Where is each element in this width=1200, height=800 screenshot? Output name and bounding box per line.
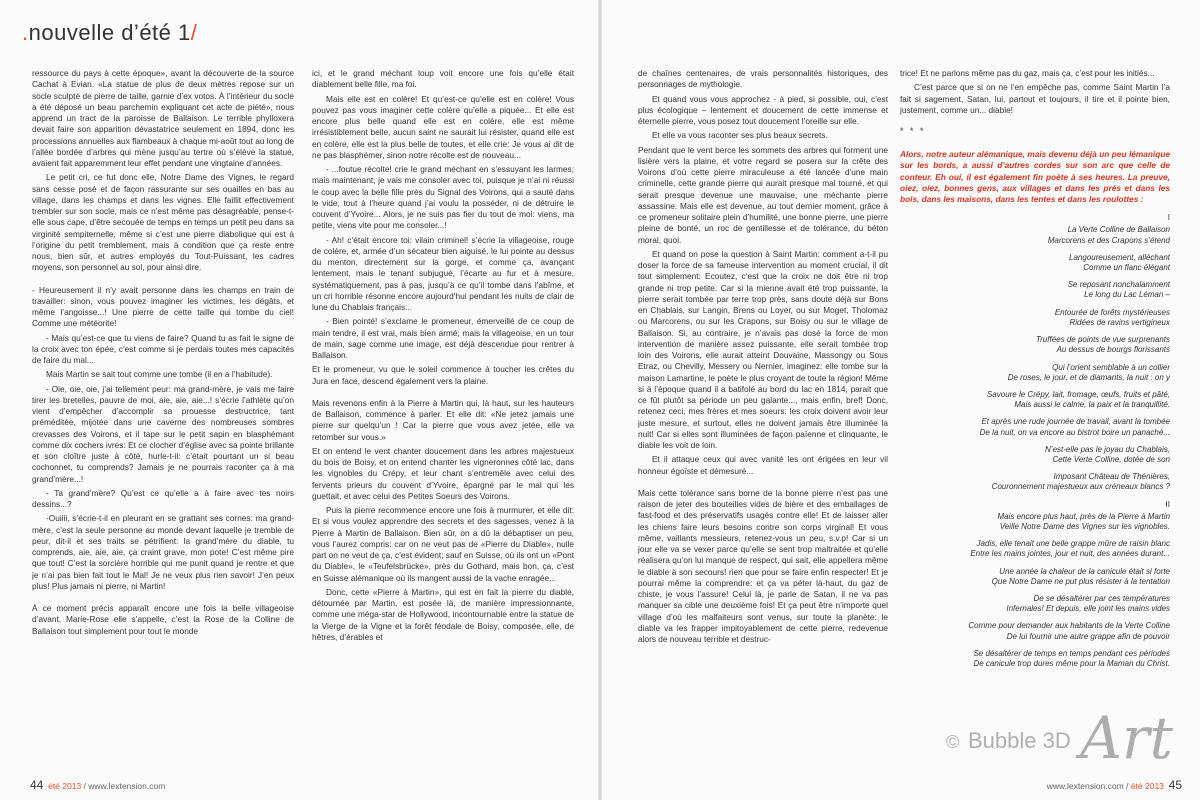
issue-label-right: été 2013 bbox=[1130, 781, 1164, 791]
section-title bbox=[22, 20, 197, 46]
paragraph: Le petit cri, ce fut donc elle, Notre Dame des Vignes, le regard sans cesse posé et de façon rassurante sur ses ouailles en bas au village, dans les champs et dans les vignes. Elle faillit effectivement trembler sur son socle, mais ce n’est même pas désagréable, pense-t-elle sous cape, d’être secouée de temps en temps un petit peu dans sa virginité sempiternelle, même si c’est une pierre diabolique qui est à l’origine du petit tremblement, mais à condition que ça reste entre nous, bien sûr, et autres employés du Tout-Puissant, les cadres moyens, son personnel au sol, pour ainsi dire. bbox=[32, 172, 294, 273]
paragraph: - Ah! c’était encore toi: vilain criminel! s’écrie la villageoise, rouge de colère, et, armée d’un sécateur bien aiguisé, le lui pointe au dessus du menton, directement sur la gorge, et comme ça, avançant lentement, mais le tenant subjugué, l’écarte au fur et à mesure, systématiquement, pas à pas, jusqu’à ce qu’il tombe dans l’abîme, et un cri horrible résonne encore aujourd’hui pendant les nuits de clair de lune du Chablais français... bbox=[312, 234, 574, 312]
copyright-symbol: © bbox=[946, 732, 960, 752]
issue-label-left: été 2013 bbox=[48, 781, 82, 791]
poem-line: Et après une rude journée de travail, avant la tombée bbox=[981, 417, 1170, 427]
poem-line: Couronnement majestueux aux créneaux blancs ? bbox=[991, 482, 1170, 492]
poem-line: Mais aussi le calme, la paix et la tranquillité. bbox=[1014, 400, 1170, 410]
poem-line: Ridées de ravins vertigineux bbox=[1069, 317, 1170, 327]
paragraph: -Ouiiii, s’écrie-t-il en pleurant en se grattant ses cornes: ma grand-mère, c’est la seule personne au monde devant laquelle je tremble de peur, dit-il et ses traits se pétrifient: la grand’mère du diable, tu comprends, aie, aie, aie, ça craint grave, mon pote! C’est même pire que tout! C’est la sorcière horrible qui me punit quand je rentre et que je n’ai pas bien fait tout le Mal! Je ne veux plus rien savoir! J’en peux plus! Plus jamais ni pierre, ni Martin! bbox=[32, 513, 294, 591]
poem bbox=[900, 213, 1170, 669]
site-link-left[interactable]: www.lextension.com bbox=[88, 781, 166, 791]
paragraph: Puis la pierre recommence encore une fois à murmurer, et elle dit: Et si vous voulez apprendre des secrets et des sagesses, venez à la Pierre à Martin de Ballaison. Bien sûr, on a dû la débaptiser un peu, vous l’aurez compris: car on ne veut pas de «Pierre du Diable», nulle part on ne veut de ça, c’est évident; sauf en Suisse, où ils ont un «Pont du Diable», le «Teufelsbrücke», près du Gothard, mais bon, ça, c’est en Suisse alémanique où ils mangent aussi de la vache enragée... bbox=[312, 505, 574, 583]
poem-stanza bbox=[900, 649, 1170, 669]
paragraph: Et il attaque ceux qui avec vanité les ont érigées en leur vil honneur égoïste et démesuré... bbox=[638, 454, 888, 476]
poem-line: Comme pour demander aux habitants de la Verte Colline bbox=[968, 621, 1170, 631]
poem-stanza bbox=[900, 417, 1170, 437]
stanza-number: II bbox=[1165, 499, 1170, 509]
poem-line: Infernales! Et depuis, elle joint les mains vides bbox=[1006, 604, 1170, 614]
footer-separator: / bbox=[81, 781, 89, 791]
poem-line: Jadis, elle tenait une belle grappe mûre de raisin blanc bbox=[976, 539, 1170, 549]
section-break-stars: * * * bbox=[900, 126, 926, 136]
poem-line: Savoure le Crépy, lait, fromage, œufs, fruits et pâté, bbox=[986, 389, 1170, 399]
poem-line: De roses, le jour, et de diamants, la nuit : on y bbox=[1007, 372, 1170, 382]
paragraph: ressource du pays à cette époque», avant la découverte de la source Cachat à Evian. «La statue de plus de deux mètres repose sur un socle sculpté de pierre de taille, garnie d’ex votos. À l’intérieur du socle a été déposé un beau parchemin expliquant cet acte de piété», nous apprend un tract de la paroisse de Ballaison. Le terrible phylloxera devait faire son apparition dévastatrice seulement en 1894, donc les processions annuelles aux flambeaux à chaque mi-août tout au long de l’allée bordée d’arbres qui mène jusqu’au tertre où s’élève la statue, avaient fait apparemment leur effet pendant une vingtaine d’années. bbox=[32, 68, 294, 168]
paragraph: trice! Et ne parlons même pas du gaz, mais ça, c’est pour les initiés... bbox=[900, 68, 1155, 78]
poem-stanza bbox=[900, 213, 1170, 246]
poem-line: Langoureusement, alléchant bbox=[1069, 252, 1170, 262]
poem-line: Veille Notre Dame des Vignes sur les vignobles. bbox=[999, 521, 1170, 531]
poem-stanza bbox=[900, 280, 1170, 300]
poem-line: De lui fournir une autre grappe afin de pouvoir bbox=[1006, 631, 1170, 641]
poem-line: Entre les mains jointes, jour et nuit, des années durant... bbox=[970, 549, 1170, 559]
paragraph: Et quand on pose la question à Saint Martin: comment a-t-il pu doser la force de sa fameuse intervention au moment crucial, il dit tout simplement: Ecoutez, c’est que la croix ne doit être ni trop grande ni trop petite. Car si la mienne avait été trop puissante, la pierre serait tombée par terre trop près, sans doute déjà sur Bons en Chablais, sur Langin, Brens ou Loyer, ou sur Moget, Tholomaz ou Marcorens, ou sur les Crapons, sur Boisy ou sur le village de Ballaison. Si, au contraire, je n’avais pas dosé la force de mon intervention de manière assez puissante, elle serait tombée trop loin des Voirons, elle aurait atteint Douvaine, Massongy ou Sous Etraz, ou Chevilly, Messery ou Nernier, imaginez: elle tombe sur la maison Lamartine, le poète le plus croyant de toute la région! Même si à l’époque quand il a batifolé au bord du lac en 1814, parait que ce fût plutôt sa période un peu galante..., mais enfin, bref! Donc, retenez ceci, mes frères et mes soeurs: les croix doivent avoir leur juste mesure, et surtout, elles ne doivent jamais être illuminée la nuit! Car si elles sont illuminées de façon païenne et clinquante, le diable les voit de loin. bbox=[638, 248, 888, 450]
text-column-1 bbox=[32, 68, 294, 740]
paragraph: C’est parce que si on ne l’en empêche pas, comme Saint Martin l’a fait si sagement, Satan, lui, partout et toujours, il tire et il pointe bien, justement, comme un... diable! bbox=[900, 82, 1170, 115]
poem-stanza bbox=[900, 594, 1170, 614]
paragraph: ici, et le grand méchant loup voit encore une fois qu’elle était diablement belle fille, ma foi. bbox=[312, 68, 574, 90]
paragraph: Et le promeneur, vu que le soleil commence à toucher les crêtes du Jura en face, descend également vers la plaine. bbox=[312, 364, 574, 386]
title-dot: . bbox=[22, 20, 29, 45]
paragraph: Mais elle est en colère! Et qu’est-ce qu’elle est en colère! Vous pouvez pas vous imaginer cette colère qu’elle a piquée... Et elle est encore plus belle quand elle est en colère, elle est même irrésistiblement belle, aucun saint ne saurait lui résister, quand elle est en colère, elle est la plus belle de toutes, et elle crie: Je vous ai dit de ne pas blasphémer, sinon notre récolte est de nouveau... bbox=[312, 93, 574, 160]
poem-line: Qui l’orient semblable à un collier bbox=[1052, 362, 1170, 372]
poem-line: Truffées de points de vue surprenants bbox=[1035, 335, 1170, 345]
poem-line: Au dessus de bourgs florissants bbox=[1056, 345, 1170, 355]
text-column-3 bbox=[638, 68, 888, 740]
poem-line: Comme un flanc élégant bbox=[1083, 263, 1170, 273]
poem-stanza bbox=[900, 472, 1170, 492]
paragraph: Mais cette tolérance sans borne de la bonne pierre n’est pas une raison de jeter des bouteilles vides de bière et des emballages de fast-food et des préservatifs usagés contre elle! Et de laisser aller les chiens faire leurs besoins contre son corps virginal! Et vous même, vaillants messieurs, retenez-vous un peu, s.v.p! Car si un jour elle va se vexer parce qu’elle se sent trop maltraitée et qu’elle réalisera qu’on lui manque de respect, qui sait, elle appellera même le diable à son secours! rien que pour se faire enfin respecter! Et je pourrai même la comprendre: et ça va péter là-haut, du gaz de chiste, je vous l’assure! Celui là, je parle de Satan, il ne va pas manquer sa cible une deuxième fois! Et ça peut être n’importe quel village d’où les malfaiteurs sont venus, sur toute la planète: le diable va les frapper impitoyablement de cette pierre, redevenue alors de nouveau terrible et destruc- bbox=[638, 487, 888, 644]
text-column-2 bbox=[312, 68, 574, 740]
poem-stanza bbox=[900, 253, 1170, 273]
poem-stanza bbox=[900, 335, 1170, 355]
paragraph: Donc, cette «Pierre à Martin», qui est en fait la pierre du diable, détournée par Martin, est posée là, de manière impressionnante, comme une méga-star de Hollywood, incontournable entre la statue de la Vierge de la Vigne et la forêt féodale de Boisy, composée, elle, de hêtres, d’érables et bbox=[312, 586, 574, 642]
poem-stanza bbox=[900, 363, 1170, 383]
poem-stanza bbox=[900, 308, 1170, 328]
poem-line: Imposant Château de Thénières, bbox=[1053, 472, 1170, 482]
paragraph: À ce moment précis apparaît encore une fois la belle villageoise d’avant, Marie-Rose elle s’appelle, c’est la Rose de la Colline de Ballaison tout simplement pour tout le monde bbox=[32, 603, 294, 636]
stanza-number: I bbox=[1167, 213, 1170, 223]
paragraph: Et quand vous vous approchez - à pied, si possible, oui, c’est plus écologique – lentement et doucement de cette immense et éternelle pierre, vous posez tout doucement l’oreille sur elle. bbox=[638, 93, 888, 126]
text-column-4 bbox=[900, 68, 1170, 740]
title-text: nouvelle d’été 1 bbox=[28, 20, 191, 45]
poem-stanza bbox=[900, 500, 1170, 533]
paragraph: Mais Martin se sait tout comme une tombe (il en a l’habitude). bbox=[46, 369, 273, 380]
poem-line: Le long du Lac Léman – bbox=[1084, 290, 1170, 300]
poem-line: La Verte Colline de Ballaison bbox=[1067, 225, 1170, 235]
poem-introduction: Alors, notre auteur alémanique, mais devenu déjà un peu lémanique sur les bords, a aussi d’autres cordes sur son arc que celle de conteur. Eh oui, il est également fin poète à ses heures. La preuve, oiez, oiez, bonnes gens, aux villages et dans les prés et dans les bois, dans les maisons, dans les tentes et dans les roulottes : bbox=[900, 149, 1170, 205]
poem-stanza bbox=[900, 390, 1170, 410]
paragraph: - Ta grand’mère? Qu’est ce qu’elle a à faire avec tes noirs dessins...? bbox=[32, 487, 294, 509]
paragraph: - Mais qu’est-ce que tu viens de faire? Quand tu as fait le signe de la croix avec ton épée, c’est comme si je perdais toutes mes capacités de faire du mal... bbox=[32, 332, 294, 365]
paragraph: Mais revenons enfin à la Pierre à Martin qui, là haut, sur les hauteurs de Ballaison, commence à parler. Et elle dit: «Ne jetez jamais une pierre sur quelqu’un ! Car la pierre que vous avez jetée, elle va retomber sur vous.» bbox=[312, 397, 574, 442]
watermark-art: Art bbox=[1080, 704, 1173, 772]
poem-stanza bbox=[900, 539, 1170, 559]
page-gutter bbox=[598, 0, 602, 800]
poem-line: N’est-elle pas le joyau du Chablais, bbox=[1045, 444, 1170, 454]
watermark-logo bbox=[946, 704, 1190, 790]
title-slash: / bbox=[190, 20, 198, 45]
page-number-right: 45 bbox=[1168, 778, 1182, 792]
poem-stanza bbox=[900, 621, 1170, 641]
poem-line: Cette Verte Colline, dotée de son bbox=[1052, 454, 1170, 464]
paragraph: - Oie, oie, oie, j’ai tellement peur: ma grand-mère, je vais me faire tirer les bretelles, pauvre de moi, aie, aie, aie...! s’écrie l’athlète qu’on vient d’empêcher d’accomplir sa prouesse destructrice, tant préméditée, mijotée dans une caverne des nombreuses sombres crevasses des Voirons, et il tape sur le petit sapin en blasphémant comme dix cochers ivres: Et ce clocher d’église avec sa pointe brillante et son cloître juste à côté, hurle-t-il: c’était pourtant un si beau cochonnet, tu comprends? Jamais je ne pourrais raconter ça à ma grand’mère...! bbox=[32, 383, 294, 484]
watermark-name: Bubble 3D bbox=[968, 728, 1071, 753]
paragraph: - Heureusement il n’y avait personne dans les champs en train de travailler: sinon, vous pouvez imaginer les victimes, les dégâts, et même l’angoisse...! Une pierre de cette taille qui tombe du ciel! Comme une météorite! bbox=[32, 284, 294, 329]
poem-line: De la nuit, on va encore au bistrot boire un panaché... bbox=[979, 427, 1170, 437]
footer-left bbox=[30, 778, 165, 792]
footer-separator: / bbox=[1123, 781, 1131, 791]
poem-line: Marcorens et des Crapons s’étend bbox=[1047, 235, 1170, 245]
paragraph: Et on entend le vent chanter doucement dans les arbres majestueux du bois de Boisy, et on entend chanter les vigneronnes côté lac, dans les vignobles du Crépy, et leur chant s’entremêle avec celui des fervents prieurs du couvent d’Yvoire, épargné par le mal qui les guettait, et avec celui des Petites Soeurs des Voirons. bbox=[312, 445, 574, 501]
poem-line: Une année la chaleur de la canicule était si forte bbox=[999, 566, 1170, 576]
poem-stanza bbox=[900, 445, 1170, 465]
poem-line: Entourée de forêts mystérieuses bbox=[1054, 307, 1170, 317]
paragraph: Et elle va vous raconter ses plus beaux secrets. bbox=[652, 130, 828, 141]
site-link-right[interactable]: www.lextension.com bbox=[1046, 781, 1124, 791]
page-number-left: 44 bbox=[30, 778, 44, 792]
poem-line: De canicule trop dures même pour la Maman du Christ. bbox=[973, 658, 1170, 668]
poem-line: Que Notre Dame ne put plus résister à la tentation bbox=[991, 576, 1170, 586]
poem-stanza bbox=[900, 567, 1170, 587]
poem-line: De se désaltérer par ces températures bbox=[1033, 593, 1170, 603]
paragraph: de chaînes centenaires, de vrais personnalités historiques, des personnages de mythologie. bbox=[638, 68, 888, 90]
poem-line: Mais encore plus haut, près de la Pierre à Martin bbox=[997, 511, 1170, 521]
poem-line: Se désaltérer de temps en temps pendant ces périodes bbox=[973, 648, 1170, 658]
poem-line: Se reposant nonchalamment bbox=[1067, 280, 1170, 290]
paragraph: - ...foutue récolte! crie le grand méchant en s’essuyant les larmes; mais maintenant, je vais me consoler avec toi, puisque je n’ai ni réussi le coup avec la belle fille près du Signal des Voirons, qui a sauté dans le vide, tout à l’heure quand j’ai voulu la posséder, ni de détruire le couvent d’Yvoire... Alors, je ne suis pas fier du tout de moi: viens, ma petite, viens vite pour me consoler...! bbox=[312, 164, 574, 231]
paragraph: Pendant que le vent berce les sommets des arbres qui forment une lisière vers la plaine, et votre regard se posera sur la crête des Voirons d’où cette pierre miraculeuse a été lancée d’une main criminelle, cette grande pierre qui aurait presque mal tourné, et qui serait presque devenue une mauvaise, une méchante pierre assassine. Mais elle est devenue, au tout dernier moment, grâce à ce promeneur solitaire plein d’humilité, une bonne pierre, une pierre pleine de bonté, un roc de gentillesse et de tolérance, du béton moral, quoi. bbox=[638, 144, 888, 245]
paragraph: - Bien pointé! s’exclame le promeneur, émerveillé de ce coup de main tendre, il est vrai, mais bien armé; mais la villageoise, en un tour de main, sage comme une image, est déjà descendue pour rentrer à Ballaison. bbox=[312, 316, 574, 360]
